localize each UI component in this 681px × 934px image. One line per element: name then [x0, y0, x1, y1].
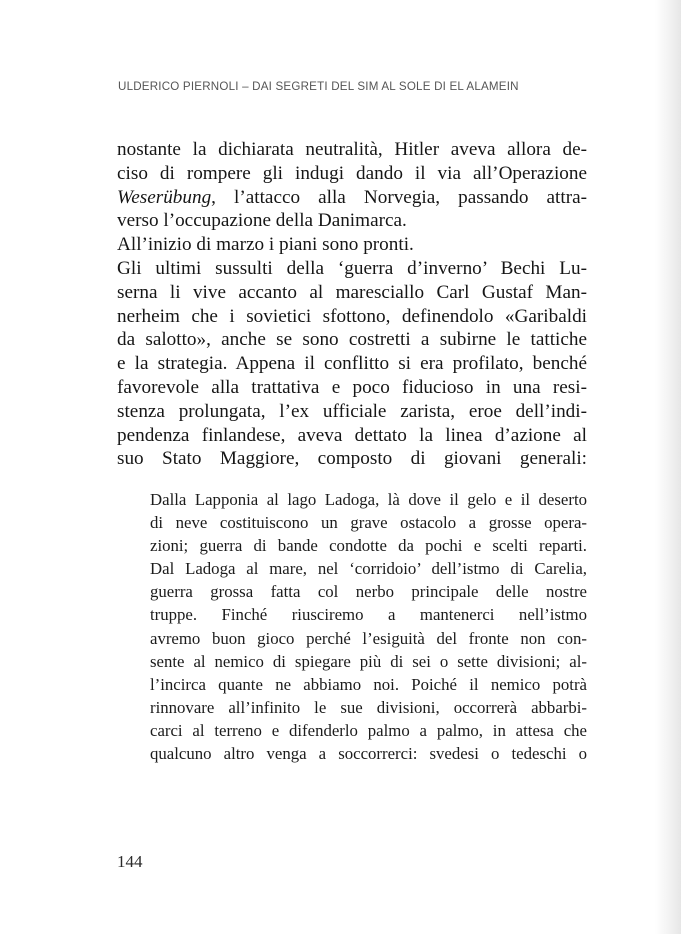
body-line: stenza prolungata, l’ex ufficiale zarista, eroe dell’indi- [117, 400, 587, 422]
running-head: ULDERICO PIERNOLI – DAI SEGRETI DEL SIM AL SOLE DI EL ALAMEIN [118, 80, 519, 93]
body-line: verso l’occupazione della Danimarca. [117, 210, 407, 232]
page-number: 144 [117, 852, 143, 871]
body-line: suo Stato Maggiore, composto di giovani generali: [117, 448, 587, 470]
block-quote [150, 488, 587, 765]
quote-line: guerra grossa fatta col nerbo principale delle nostre [150, 582, 587, 602]
quote-line: qualcuno altro venga a soccorrerci: svedesi o tedeschi o [150, 744, 587, 764]
body-line: pendenza finlandese, aveva dettato la linea d’azione al [117, 424, 587, 446]
quote-line: avremo buon gioco perché l’esiguità del fronte non con- [150, 628, 587, 648]
body-line: nerheim che i sovietici sfottono, definendolo «Garibaldi [117, 305, 587, 327]
body-text [117, 138, 587, 471]
quote-line: Dalla Lapponia al lago Ladoga, là dove il gelo e il deserto [150, 490, 587, 509]
body-line: nostante la dichiarata neutralità, Hitler aveva allora de- [117, 139, 587, 160]
quote-line: l’incirca quante ne abbiamo noi. Poiché il nemico potrà [150, 674, 587, 694]
body-line: Gli ultimi sussulti della ‘guerra d’inverno’ Bechi Lu- [117, 257, 587, 279]
quote-line: sente al nemico di spiegare più di sei o sette divisioni; al- [150, 651, 587, 671]
body-line: da salotto», anche se sono costretti a subirne le tattiche [117, 329, 587, 351]
quote-line: rinnovare all’infinito le sue divisioni, occorrerà abbarbi- [150, 697, 587, 717]
quote-line: carci al terreno e difenderlo palmo a palmo, in attesa che [150, 720, 587, 740]
operation-name: Weserübung [117, 186, 212, 208]
body-line: favorevole alla trattativa e poco fiducioso in una resi- [117, 376, 587, 398]
page-edge-shadow [655, 0, 681, 934]
quote-line: di neve costituiscono un grave ostacolo a grosse opera- [150, 513, 587, 533]
body-line: ciso di rompere gli indugi dando il via all’Operazione [117, 162, 587, 184]
quote-line: Dal Ladoga al mare, nel ‘corridoio’ dell’istmo di Carelia, [150, 559, 587, 579]
quote-line: truppe. Finché riusciremo a mantenerci nell’istmo [150, 605, 587, 625]
body-line [117, 186, 587, 210]
body-line: serna li vive accanto al maresciallo Carl Gustaf Man- [117, 281, 587, 303]
body-line: e la strategia. Appena il conflitto si era profilato, benché [117, 353, 587, 375]
body-line-rest: , l’attacco alla Norvegia, passando attra- [211, 186, 587, 208]
body-line: All’inizio di marzo i piani sono pronti. [117, 234, 414, 256]
quote-line: zioni; guerra di bande condotte da pochi e scelti reparti. [150, 536, 587, 556]
